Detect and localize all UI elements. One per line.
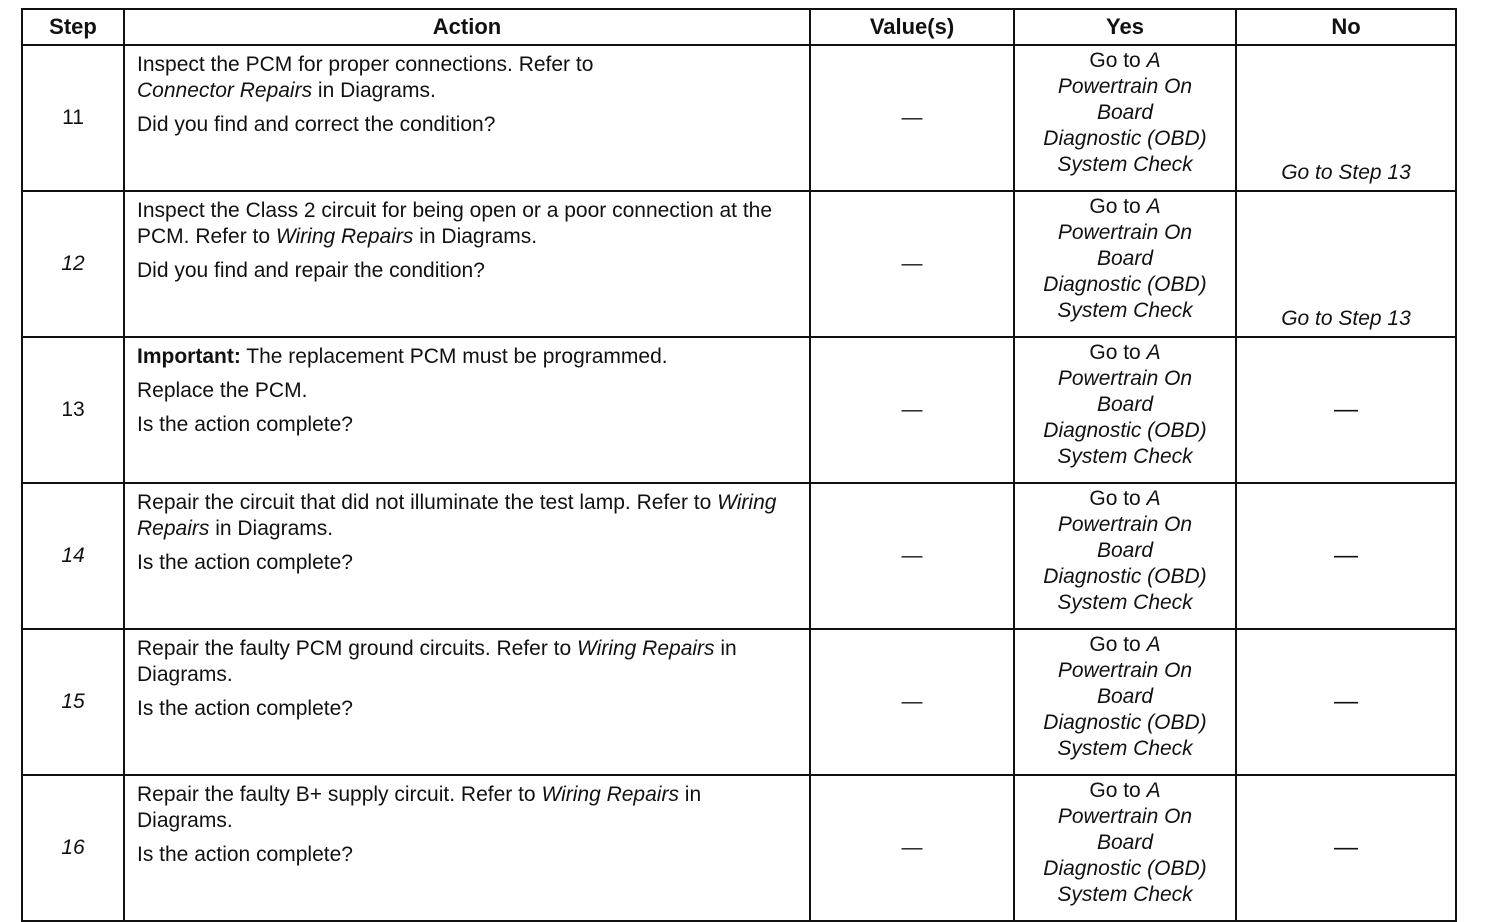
no-cell: — (1236, 337, 1456, 483)
action-cell (124, 483, 810, 629)
header-yes: Yes (1014, 9, 1236, 45)
value-cell: — (810, 483, 1014, 629)
important-note: Important: The replacement PCM must be programmed. (137, 345, 668, 368)
action-text: Inspect the Class 2 circuit for being open or a poor connection at the PCM. Refer to Wiring Repairs in Diagrams. (137, 199, 773, 248)
yes-cell: Go to A Powertrain On Board Diagnostic (OBD) System Check (1014, 483, 1236, 629)
action-question: Is the action complete? (137, 697, 353, 720)
table-row (22, 337, 1456, 483)
value-cell: — (810, 337, 1014, 483)
action-question: Did you find and correct the condition? (137, 113, 496, 136)
no-cell: — (1236, 629, 1456, 775)
action-text: Repair the faulty B+ supply circuit. Refer to Wiring Repairs in Diagrams. (137, 783, 702, 832)
action-cell (124, 775, 810, 921)
diagnostic-table (21, 8, 1457, 922)
header-action: Action (124, 9, 810, 45)
step-number: 12 (22, 191, 124, 337)
no-cell: Go to Step 13 (1236, 45, 1456, 191)
diagnostic-table-container (21, 8, 1455, 922)
reference-link: Connector Repairs (137, 79, 313, 102)
no-cell: Go to Step 13 (1236, 191, 1456, 337)
reference-link: Wiring Repairs (137, 491, 777, 540)
action-question: Is the action complete? (137, 843, 353, 866)
header-step: Step (22, 9, 124, 45)
table-row (22, 775, 1456, 921)
action-question: Did you find and repair the condition? (137, 259, 485, 282)
step-number: 15 (22, 629, 124, 775)
action-text: Repair the circuit that did not illuminate the test lamp. Refer to Wiring Repairs in Diagrams. (137, 491, 777, 540)
action-text: Replace the PCM. (137, 379, 308, 402)
yes-cell: Go to A Powertrain On Board Diagnostic (OBD) System Check (1014, 45, 1236, 191)
value-cell: — (810, 629, 1014, 775)
no-cell: — (1236, 483, 1456, 629)
action-text: Inspect the PCM for proper connections. Refer to Connector Repairs in Diagrams. (137, 53, 594, 102)
header-values: Value(s) (810, 9, 1014, 45)
reference-link: Wiring Repairs (541, 783, 679, 806)
table-row (22, 191, 1456, 337)
header-row (22, 9, 1456, 45)
yes-cell: Go to A Powertrain On Board Diagnostic (OBD) System Check (1014, 629, 1236, 775)
action-cell (124, 45, 810, 191)
yes-cell: Go to A Powertrain On Board Diagnostic (OBD) System Check (1014, 191, 1236, 337)
action-question: Is the action complete? (137, 551, 353, 574)
step-number: 11 (22, 45, 124, 191)
step-number: 16 (22, 775, 124, 921)
no-cell: — (1236, 775, 1456, 921)
action-question: Is the action complete? (137, 413, 353, 436)
action-cell (124, 629, 810, 775)
yes-cell: Go to A Powertrain On Board Diagnostic (OBD) System Check (1014, 775, 1236, 921)
table-row (22, 483, 1456, 629)
reference-link: Wiring Repairs (577, 637, 715, 660)
header-no: No (1236, 9, 1456, 45)
value-cell: — (810, 775, 1014, 921)
action-cell (124, 191, 810, 337)
step-number: 13 (22, 337, 124, 483)
value-cell: — (810, 45, 1014, 191)
value-cell: — (810, 191, 1014, 337)
table-row (22, 629, 1456, 775)
table-row (22, 45, 1456, 191)
yes-cell: Go to A Powertrain On Board Diagnostic (OBD) System Check (1014, 337, 1236, 483)
action-text: Repair the faulty PCM ground circuits. Refer to Wiring Repairs in Diagrams. (137, 637, 737, 686)
step-number: 14 (22, 483, 124, 629)
reference-link: Wiring Repairs (275, 225, 414, 248)
action-cell (124, 337, 810, 483)
